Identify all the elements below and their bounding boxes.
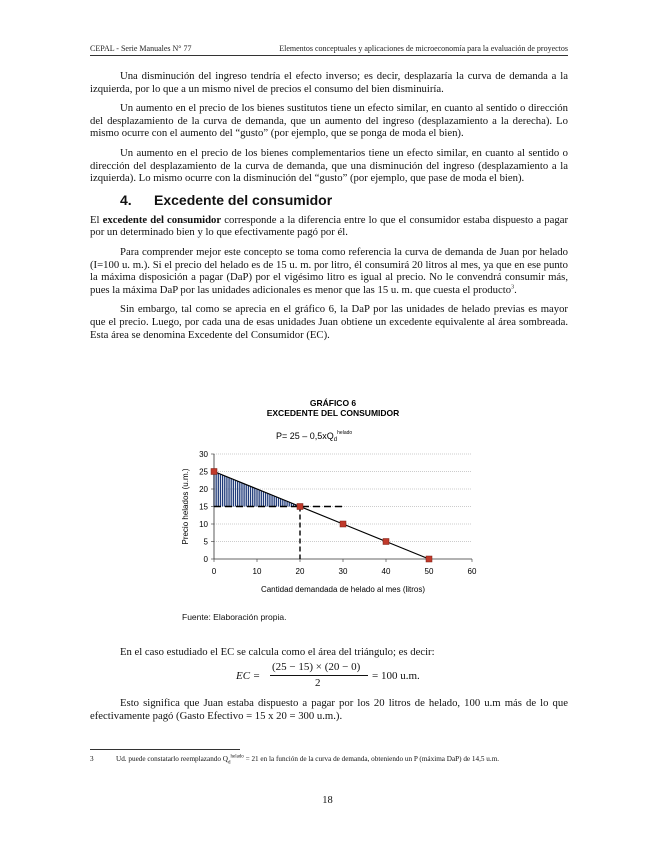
chart-equation: $P= 25 - 0,5xQ_d^{helado}$ xyxy=(276,430,353,443)
header-title: Elementos conceptuales y aplicaciones de microeconomía para la evaluación de proyectos xyxy=(279,44,568,53)
x-tick-label: 20 xyxy=(295,567,305,576)
page-number: 18 xyxy=(322,795,333,806)
y-axis-label: Precio helados (u.m.) xyxy=(181,468,190,545)
x-axis-label: Cantidad demandada de helado al mes (litros) xyxy=(260,585,426,594)
x-tick-label: 10 xyxy=(252,567,262,576)
demand-line xyxy=(214,472,429,560)
definition-rest: corresponde a la diferencia entre lo que el consumidor estaba dispuesto a pagar por un determinado bien y lo que efectivamente pagó por él. xyxy=(90,213,569,239)
running-header xyxy=(90,44,568,56)
section-number: 4. xyxy=(120,191,132,208)
footnote xyxy=(90,755,568,767)
y-tick-label: 20 xyxy=(199,485,208,494)
paragraph-juan-text: Para comprender mejor este concepto se toma como referencia la curva de demanda de Juan por helado (I=100 u. m.). Si el precio del helado es de 15 u. m. por litro, él consumirá 20 litros al mes, ya que en ese punto la máxima disposición a pagar (DaP) por el vigésimo litro es igual al precio. No le convendrá consumir más, pues la máxima DaP por las unidades adicionales es menor que las 15 u. m. que cuesta el producto xyxy=(90,245,568,296)
paragraph-conclusion: Esto significa que Juan estaba dispuesto a pagar por los 20 litros de helado, 100 u.m más de lo que efectivamente pagó (Gasto Efectivo = 15 x 20 = 300 u.m.). xyxy=(90,697,568,722)
body-text-top xyxy=(90,70,568,348)
data-point-marker xyxy=(297,504,303,510)
chart-title: EXCEDENTE DEL CONSUMIDOR xyxy=(266,408,400,418)
y-tick-label: 5 xyxy=(203,537,208,547)
body-text-conclusion xyxy=(90,697,568,729)
data-point-marker xyxy=(340,521,346,527)
definition-paragraph xyxy=(90,214,568,239)
paragraph: Una disminución del ingreso tendría el efecto inverso; es decir, desplazaría la curva de demanda a la izquierda, por lo que a un mismo nivel de precios el consumo del bien disminuiría. xyxy=(90,70,568,95)
y-tick-label: 30 xyxy=(199,450,208,459)
footnote-text-after: = 21 en la función de la curva de demanda, obteniendo un P (máxima DaP) de 14,5 u.m. xyxy=(243,755,500,763)
consumer-surplus-chart xyxy=(168,396,498,604)
paragraph-juan-end: . xyxy=(514,283,517,296)
paragraph: Un aumento en el precio de los bienes sustitutos tiene un efecto similar, en cuanto al sentido o dirección del desplazamiento de la curva de demanda, que un aumento del ingreso (desplazamiento a la derecha). Lo mismo ocurre con el aumento del “gusto” (por ejemplo, que se ponga de moda el bien). xyxy=(90,102,568,140)
x-tick-label: 30 xyxy=(338,567,348,576)
paragraph: Un aumento en el precio de los bienes complementarios tiene un efecto similar, en cuanto al sentido o dirección del desplazamiento de la curva de demanda, que una disminución del ingreso (desplazamiento a la izquierda). Lo mismo ocurre con la disminución del “gusto” (por ejemplo, que pase de moda el bien). xyxy=(90,146,568,185)
data-point-marker xyxy=(211,469,217,475)
paragraph-juan xyxy=(90,246,568,296)
x-tick-label: 40 xyxy=(381,567,391,576)
footnote-sup: helado xyxy=(230,754,244,760)
footnote-ref[interactable]: 3 xyxy=(511,284,515,291)
ec-formula xyxy=(236,661,436,691)
formula-rhs: = 100 u.m. xyxy=(372,670,420,682)
footnote-rule xyxy=(90,749,240,750)
y-tick-label: 10 xyxy=(199,520,208,529)
data-point-marker xyxy=(426,556,432,562)
y-tick-label: 15 xyxy=(199,502,208,512)
y-tick-label: 25 xyxy=(199,467,208,477)
data-point-marker xyxy=(383,539,389,545)
formula-denominator: 2 xyxy=(315,677,321,689)
paragraph-ec-intro: En el caso estudiado el EC se calcula como el área del triángulo; es decir: xyxy=(120,646,435,658)
footnote-text: Ud. puede constatarlo reemplazando Q xyxy=(116,755,228,763)
footnote-number: 3 xyxy=(90,755,94,763)
paragraph-dap: Sin embargo, tal como se aprecia en el gráfico 6, la DaP por las unidades de helado previas es mayor que el precio. Luego, por cada una de esas unidades Juan obtiene un excedente equivalente al área sombreada. Esta área se denomina Excedente del Consumidor (EC). xyxy=(90,303,568,341)
footnote-sub: d xyxy=(227,760,231,766)
section-title: Excedente del consumidor xyxy=(154,191,333,208)
formula-numerator: (25 − 15) × (20 − 0) xyxy=(272,661,361,673)
y-tick-label: 0 xyxy=(203,555,208,564)
chart-number-label: GRÁFICO 6 xyxy=(309,398,357,408)
definition-term: excedente del consumidor xyxy=(102,213,222,226)
chart-source: Fuente: Elaboración propia. xyxy=(182,612,287,622)
x-tick-label: 50 xyxy=(424,567,434,576)
x-tick-label: 0 xyxy=(211,567,217,576)
definition-prefix: El xyxy=(90,213,103,226)
formula-lhs: EC = xyxy=(236,670,261,682)
chart-container xyxy=(168,396,498,604)
x-tick-label: 60 xyxy=(467,567,477,576)
section-heading xyxy=(90,192,568,208)
header-series: CEPAL - Serie Manuales N° 77 xyxy=(90,44,192,53)
fraction-bar xyxy=(270,675,368,676)
